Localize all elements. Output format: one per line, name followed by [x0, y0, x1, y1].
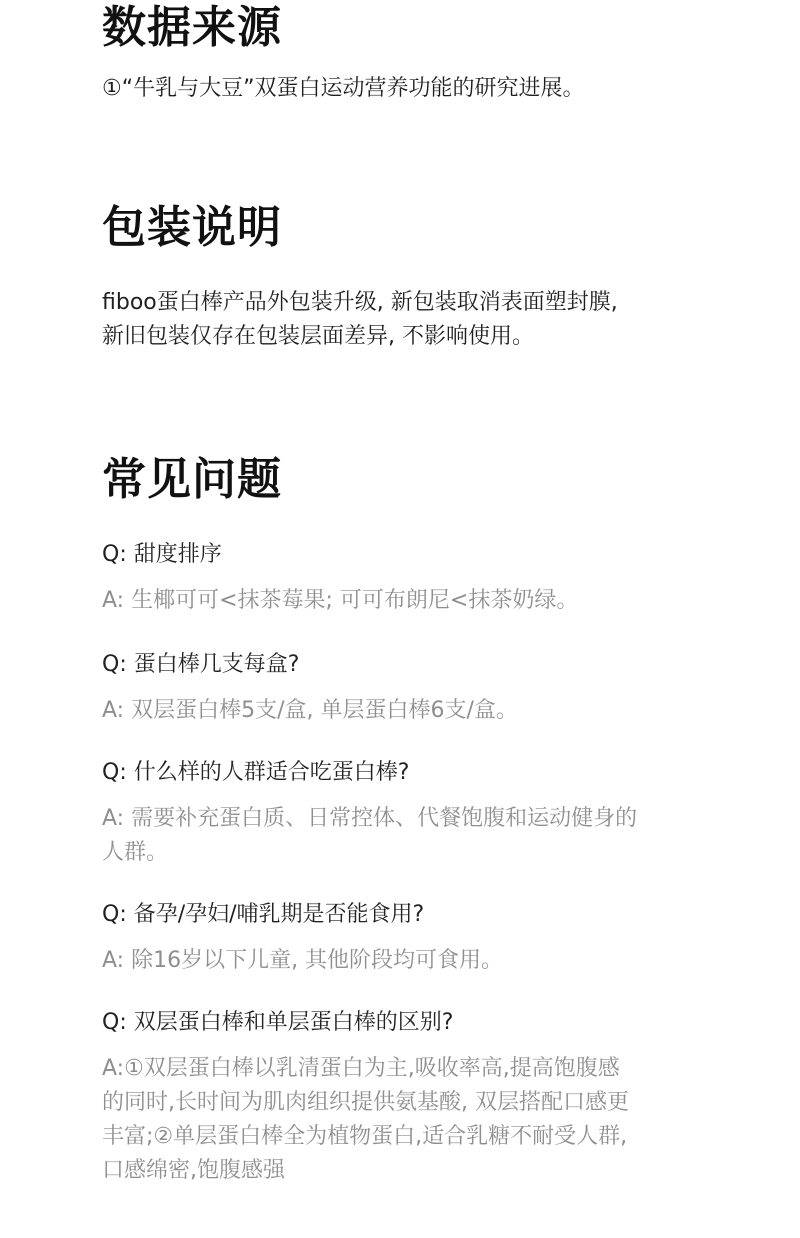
section-title-faq: 常见问题 [102, 454, 282, 505]
faq-answer-line: 丰富;②单层蛋白棒全为植物蛋白,适合乳糖不耐受人群, [102, 1124, 628, 1149]
faq-answer-line: A:①双层蛋白棒以乳清蛋白为主,吸收率高,提高饱腹感 [102, 1056, 620, 1081]
faq-answer-line: A: 除16岁以下儿童, 其他阶段均可食用。 [102, 948, 504, 973]
faq-answer [102, 694, 702, 728]
faq-answer-line: 人群。 [102, 840, 169, 865]
packaging-line: fiboo蛋白棒产品外包装升级, 新包装取消表面塑封膜, [102, 290, 618, 315]
faq-answer-line: A: 生椰可可<抹茶莓果; 可可布朗尼<抹茶奶绿。 [102, 588, 579, 613]
faq-item [102, 538, 702, 618]
faq-item [102, 1006, 702, 1188]
section-title-data-source: 数据来源 [102, 2, 282, 53]
packaging-line: 新旧包装仅存在包装层面差异, 不影响使用。 [102, 324, 534, 349]
faq-question: Q: 什么样的人群适合吃蛋白棒? [102, 760, 410, 785]
faq-question: Q: 双层蛋白棒和单层蛋白棒的区别? [102, 1010, 454, 1035]
faq-answer-line: A: 需要补充蛋白质、日常控体、代餐饱腹和运动健身的 [102, 806, 638, 831]
faq-question: Q: 甜度排序 [102, 542, 222, 567]
section-title-packaging: 包装说明 [102, 202, 282, 253]
faq-item [102, 898, 702, 978]
faq-question: Q: 蛋白棒几支每盒? [102, 652, 300, 677]
faq-answer [102, 944, 702, 978]
faq-answer-line: 的同时,长时间为肌肉组织提供氨基酸, 双层搭配口感更 [102, 1090, 629, 1115]
faq-question: Q: 备孕/孕妇/哺乳期是否能食用? [102, 902, 425, 927]
faq-answer-line: 口感绵密,饱腹感强 [102, 1158, 285, 1183]
faq-answer [102, 802, 702, 870]
data-source-text: ①“牛乳与大豆”双蛋白运动营养功能的研究进展。 [102, 76, 585, 101]
faq-item [102, 756, 702, 870]
faq-answer [102, 1052, 702, 1188]
faq-answer-line: A: 双层蛋白棒5支/盒, 单层蛋白棒6支/盒。 [102, 698, 518, 723]
faq-answer [102, 584, 702, 618]
faq-item [102, 648, 702, 728]
packaging-text [102, 286, 702, 354]
